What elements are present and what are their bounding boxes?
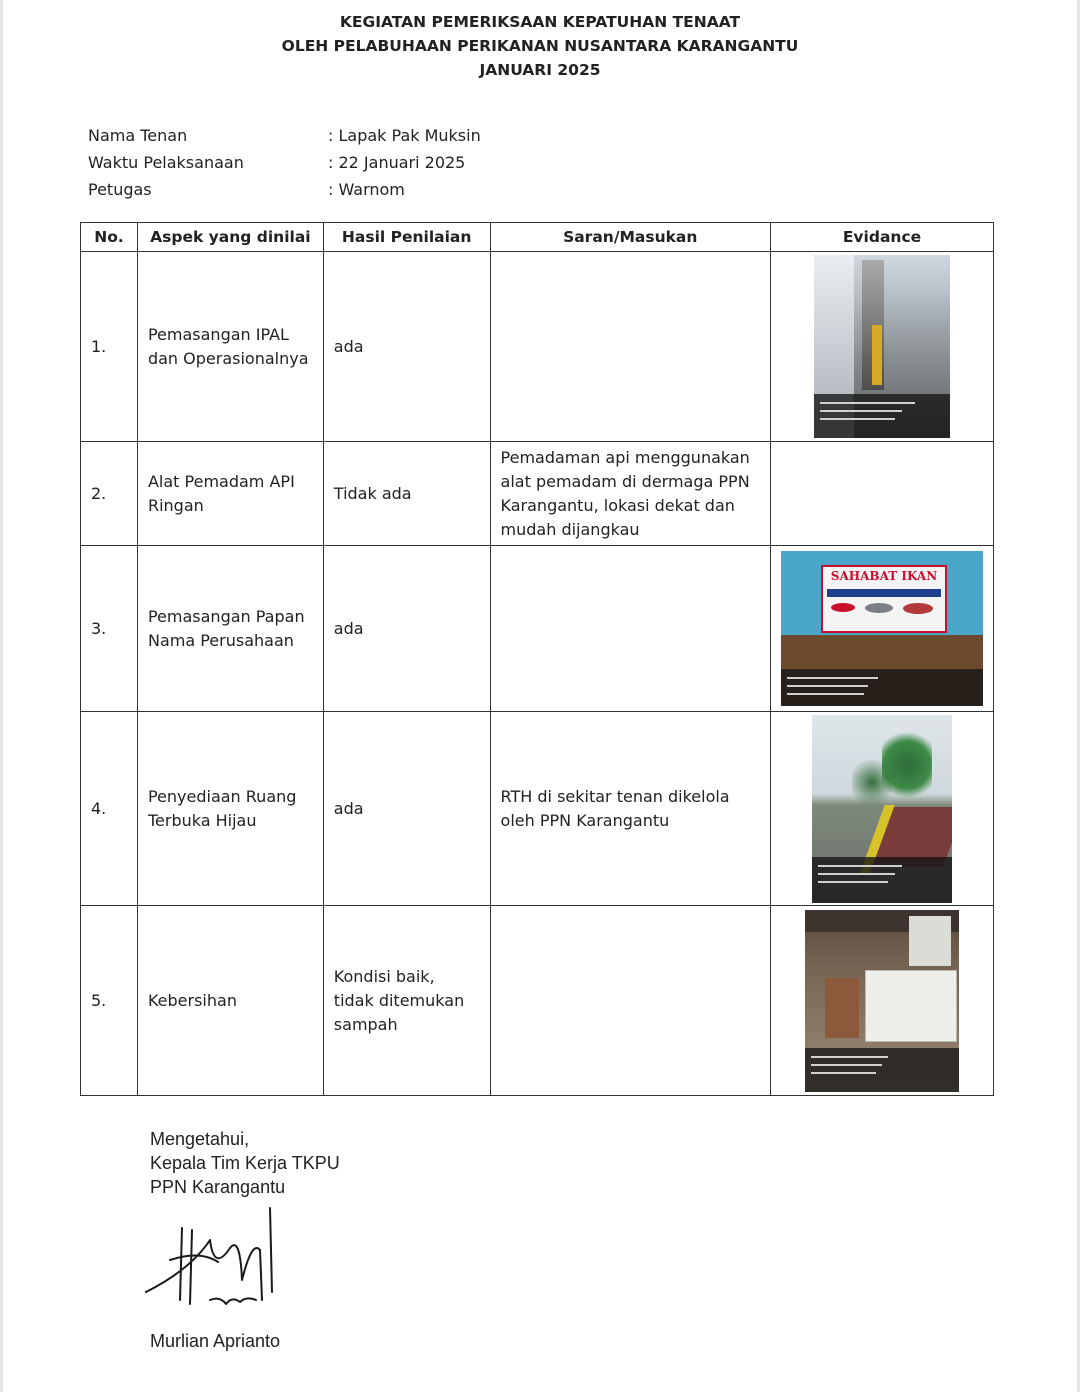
table-header-row — [81, 223, 994, 252]
row-no: 5. — [81, 906, 138, 1096]
table-row — [81, 442, 994, 546]
row-hasil: Tidak ada — [323, 442, 490, 546]
photo-caption — [814, 394, 950, 438]
photo-caption — [812, 857, 952, 902]
title-line-1: KEGIATAN PEMERIKSAAN KEPATUHAN TENAAT — [339, 13, 741, 31]
evidence-photo-signboard — [781, 551, 983, 706]
header-saran: Saran/Masukan — [490, 223, 770, 252]
info-row-petugas — [88, 176, 481, 203]
header-hasil: Hasil Penilaian — [323, 223, 490, 252]
row-aspek: Alat Pemadam API Ringan — [137, 442, 323, 546]
row-aspek: Pemasangan IPAL dan Operasionalnya — [137, 252, 323, 442]
signboard-text: SAHABAT IKAN — [830, 569, 938, 583]
row-no: 2. — [81, 442, 138, 546]
row-evidence — [770, 546, 993, 712]
evidence-photo-drainage — [814, 255, 950, 438]
document-title — [0, 10, 1080, 82]
header-no: No. — [81, 223, 138, 252]
table-row — [81, 712, 994, 906]
row-saran — [490, 252, 770, 442]
title-line-2: OLEH PELABUHAAN PERIKANAN NUSANTARA KARANGANTU — [281, 37, 799, 55]
row-saran — [490, 906, 770, 1096]
row-hasil: Kondisi baik, tidak ditemukan sampah — [323, 906, 490, 1096]
signer-name: Murlian Aprianto — [150, 1331, 281, 1351]
row-no: 4. — [81, 712, 138, 906]
row-no: 1. — [81, 252, 138, 442]
evidence-photo-cleanliness — [805, 910, 959, 1092]
row-evidence — [770, 442, 993, 546]
petugas-label: Petugas — [88, 180, 152, 199]
row-evidence — [770, 906, 993, 1096]
table-row — [81, 252, 994, 442]
row-aspek: Pemasangan Papan Nama Perusahaan — [137, 546, 323, 712]
row-evidence — [770, 712, 993, 906]
assessment-table — [80, 222, 994, 1096]
petugas-value: : Warnom — [328, 180, 405, 199]
scan-edge-left — [0, 0, 3, 1392]
row-hasil: ada — [323, 546, 490, 712]
table-row — [81, 906, 994, 1096]
row-hasil: ada — [323, 712, 490, 906]
info-row-waktu — [88, 149, 481, 176]
acknowledged-label: Mengetahui, — [150, 1129, 250, 1149]
handwritten-signature — [140, 1200, 300, 1320]
row-saran: Pemadaman api menggunakan alat pemadam di dermaga PPN Karangantu, lokasi dekat dan mudah dijangkau — [490, 442, 770, 546]
signer-title: Kepala Tim Kerja TKPU — [150, 1153, 340, 1173]
signer-organization: PPN Karangantu — [150, 1177, 286, 1197]
waktu-label: Waktu Pelaksanaan — [88, 153, 244, 172]
row-hasil: ada — [323, 252, 490, 442]
table-row — [81, 546, 994, 712]
waktu-value: : 22 Januari 2025 — [328, 153, 466, 172]
info-row-nama — [88, 122, 481, 149]
row-aspek: Kebersihan — [137, 906, 323, 1096]
row-evidence — [770, 252, 993, 442]
nama-value: : Lapak Pak Muksin — [328, 126, 481, 145]
evidence-photo-green-space — [812, 715, 952, 903]
row-no: 3. — [81, 546, 138, 712]
title-line-3: JANUARI 2025 — [479, 61, 601, 79]
signature-block — [150, 1127, 340, 1199]
photo-caption — [781, 669, 983, 706]
info-block — [88, 122, 481, 203]
row-saran: RTH di sekitar tenan dikelola oleh PPN Karangantu — [490, 712, 770, 906]
nama-label: Nama Tenan — [88, 126, 188, 145]
photo-caption — [805, 1048, 959, 1092]
row-saran — [490, 546, 770, 712]
row-aspek: Penyediaan Ruang Terbuka Hijau — [137, 712, 323, 906]
header-evidance: Evidance — [770, 223, 993, 252]
header-aspek: Aspek yang dinilai — [137, 223, 323, 252]
